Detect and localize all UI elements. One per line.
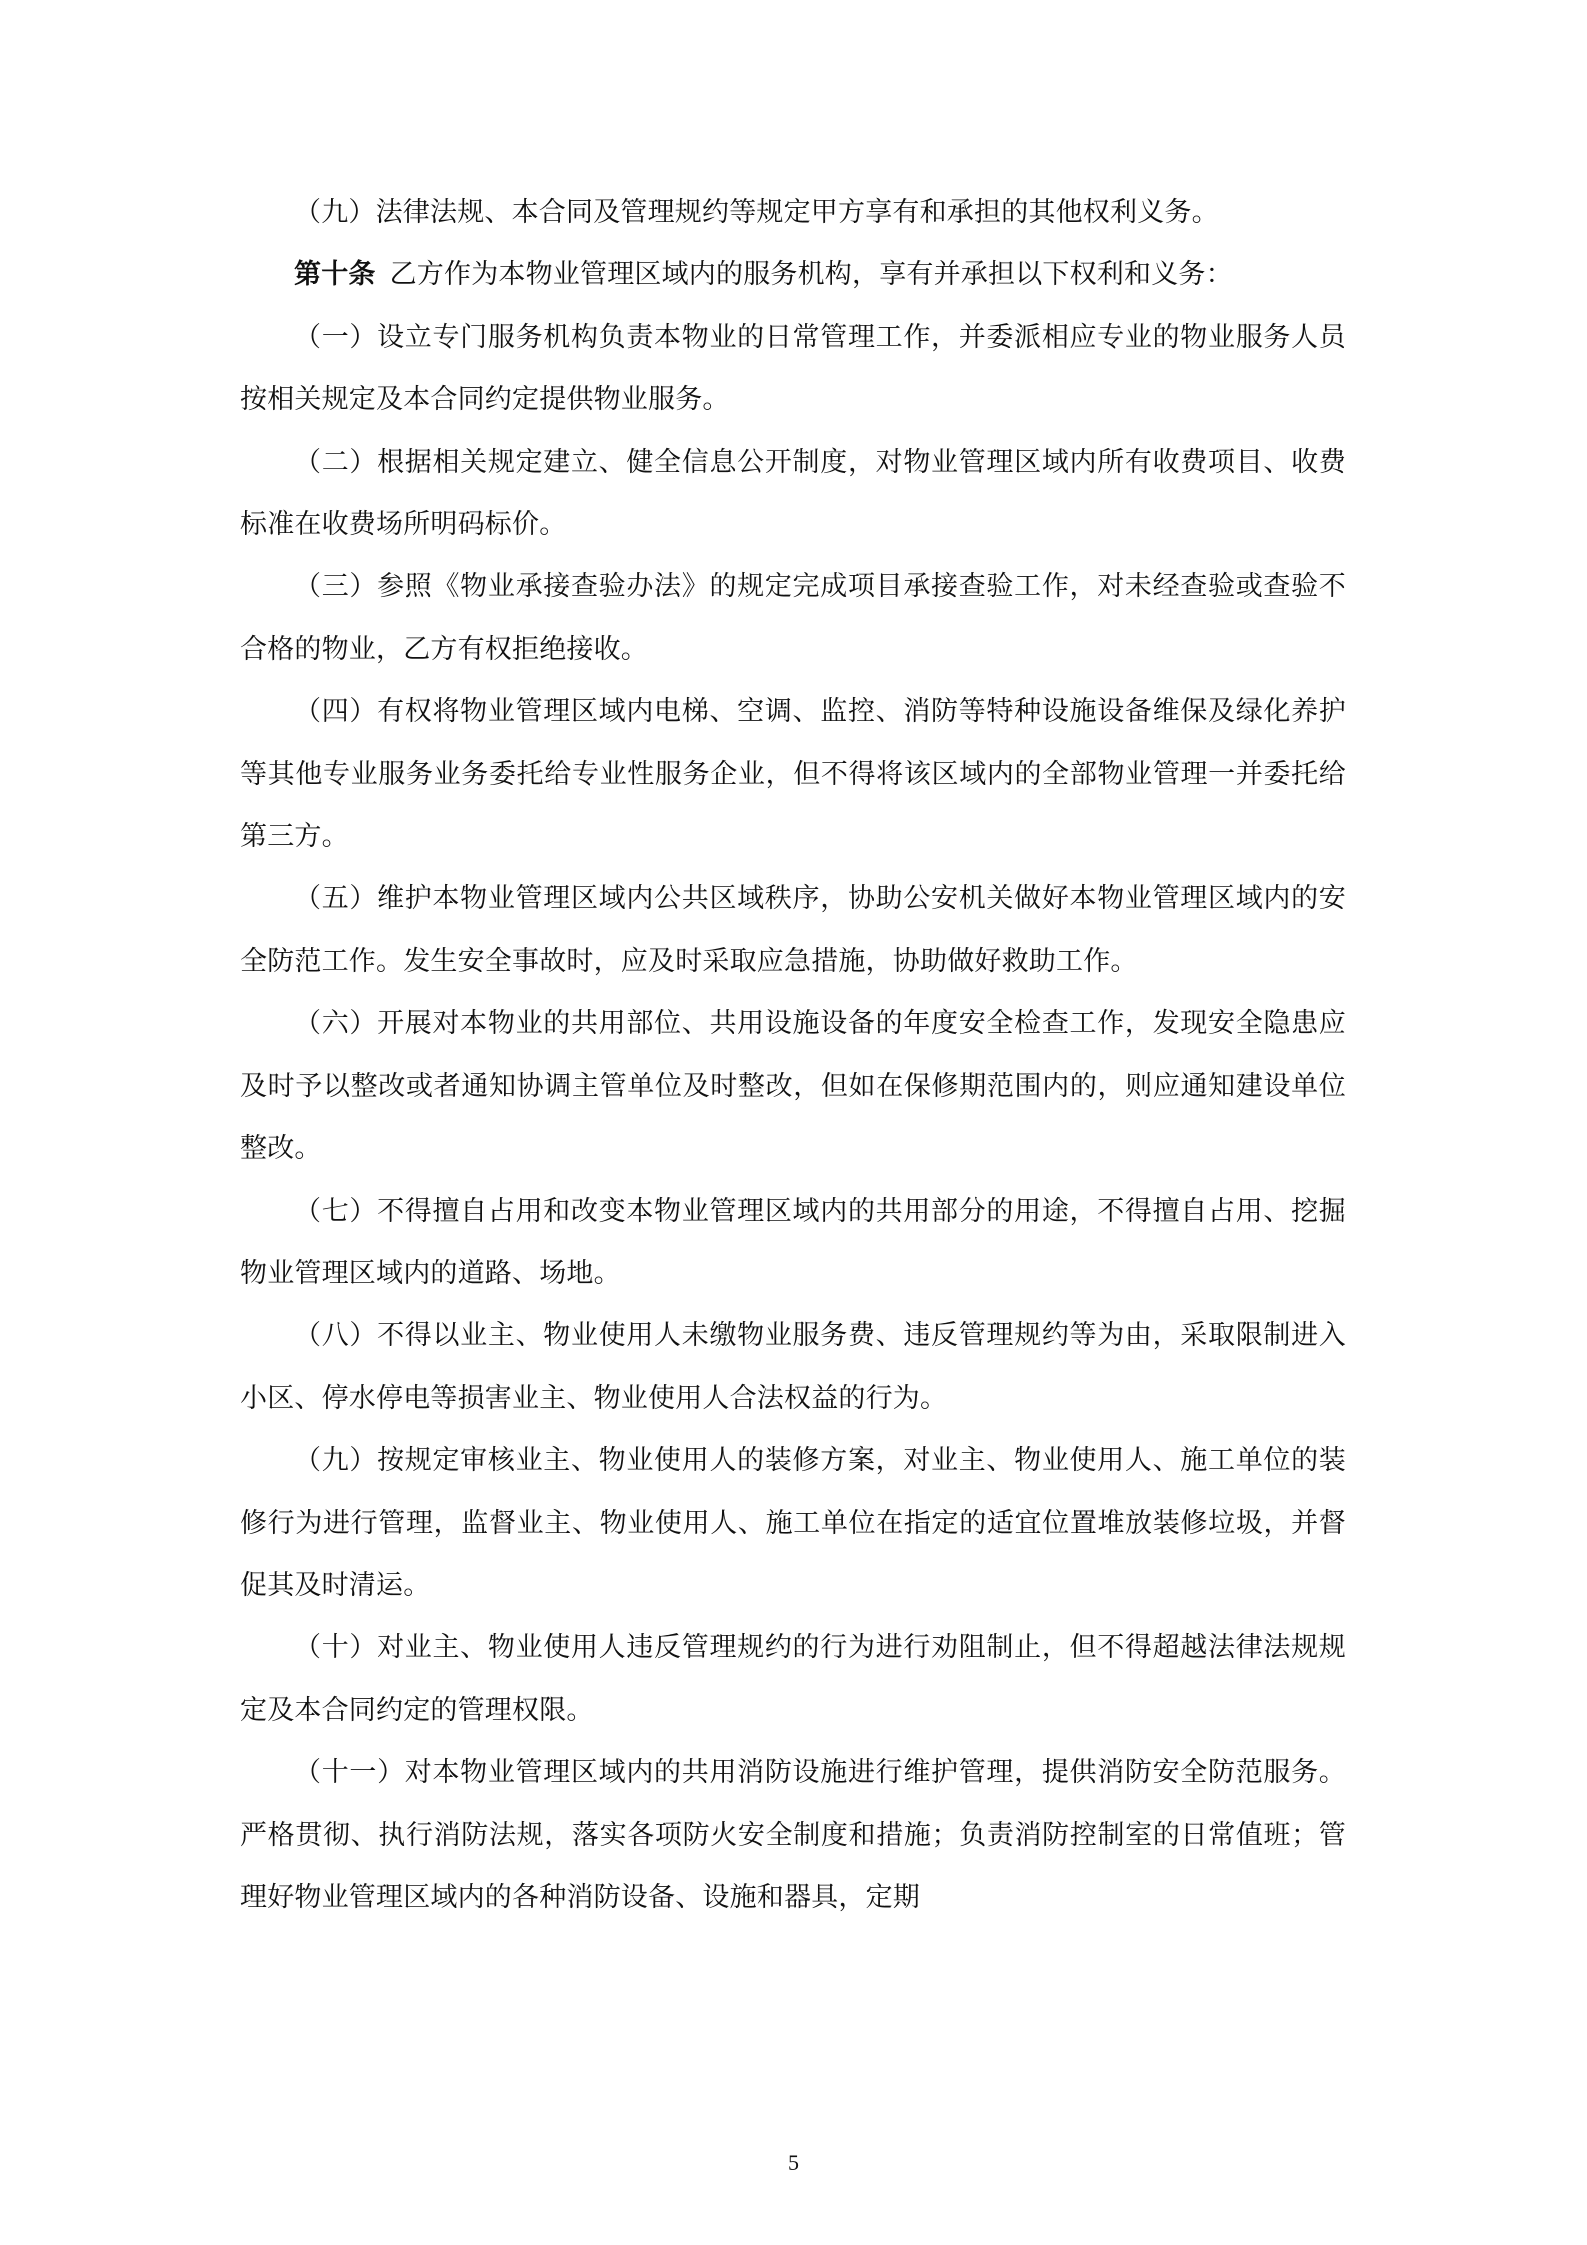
paragraph-item-3 (240, 556, 1346, 681)
paragraph-text: （五）维护本物业管理区域内公共区域秩序，协助公安机关做好本物业管理区域内的安全防范工作。发生安全事故时，应及时采取应急措施，协助做好救助工作。 (240, 883, 1346, 977)
article-number: 第十条 (294, 259, 376, 291)
paragraph-item-8 (240, 1305, 1346, 1430)
paragraph-item-7 (240, 1181, 1346, 1306)
paragraph-text: （二）根据相关规定建立、健全信息公开制度，对物业管理区域内所有收费项目、收费标准在收费场所明码标价。 (240, 446, 1346, 541)
paragraph-text: （十一）对本物业管理区域内的共用消防设施进行维护管理，提供消防安全防范服务。严格贯彻、执行消防法规，落实各项防火安全制度和措施；负责消防控制室的日常值班；管理好物业管理区域内的各种消防设备、设施和器具，定期 (240, 1757, 1346, 1913)
paragraph-text: （九）按规定审核业主、物业使用人的装修方案，对业主、物业使用人、施工单位的装修行为进行管理，监督业主、物业使用人、施工单位在指定的适宜位置堆放装修垃圾，并督促其及时清运。 (240, 1445, 1346, 1601)
page-number: 5 (788, 2150, 799, 2175)
paragraph-text: （六）开展对本物业的共用部位、共用设施设备的年度安全检查工作，发现安全隐患应及时予以整改或者通知协调主管单位及时整改，但如在保修期范围内的，则应通知建设单位整改。 (240, 1008, 1346, 1165)
paragraph-text: （十）对业主、物业使用人违反管理规约的行为进行劝阻制止，但不得超越法律法规规定及本合同约定的管理权限。 (240, 1632, 1346, 1726)
paragraph-1 (240, 182, 1346, 244)
document-body (240, 182, 1346, 1929)
paragraph-item-1 (240, 307, 1346, 432)
paragraph-text: 乙方作为本物业管理区域内的服务机构，享有并承担以下权利和义务： (389, 259, 1233, 291)
paragraph-item-10 (240, 1617, 1346, 1742)
paragraph-text: （七）不得擅自占用和改变本物业管理区域内的共用部分的用途，不得擅自占用、挖掘物业管理区域内的道路、场地。 (240, 1195, 1346, 1289)
paragraph-item-4 (240, 681, 1346, 868)
paragraph-item-5 (240, 868, 1346, 993)
paragraph-article-10 (240, 244, 1346, 306)
paragraph-item-2 (240, 432, 1346, 557)
paragraph-item-6 (240, 993, 1346, 1180)
paragraph-text: （八）不得以业主、物业使用人未缴物业服务费、违反管理规约等为由，采取限制进入小区、停水停电等损害业主、物业使用人合法权益的行为。 (240, 1320, 1346, 1414)
paragraph-text: （一）设立专门服务机构负责本物业的日常管理工作，并委派相应专业的物业服务人员按相关规定及本合同约定提供物业服务。 (240, 321, 1346, 416)
paragraph-item-11 (240, 1742, 1346, 1929)
paragraph-text: （四）有权将物业管理区域内电梯、空调、监控、消防等特种设施设备维保及绿化养护等其他专业服务业务委托给专业性服务企业，但不得将该区域内的全部物业管理一并委托给第三方。 (240, 696, 1346, 853)
paragraph-text: （三）参照《物业承接查验办法》的规定完成项目承接查验工作，对未经查验或查验不合格的物业，乙方有权拒绝接收。 (240, 571, 1346, 665)
paragraph-text: （九）法律法规、本合同及管理规约等规定甲方享有和承担的其他权利义务。 (294, 197, 1219, 228)
paragraph-item-9 (240, 1430, 1346, 1617)
